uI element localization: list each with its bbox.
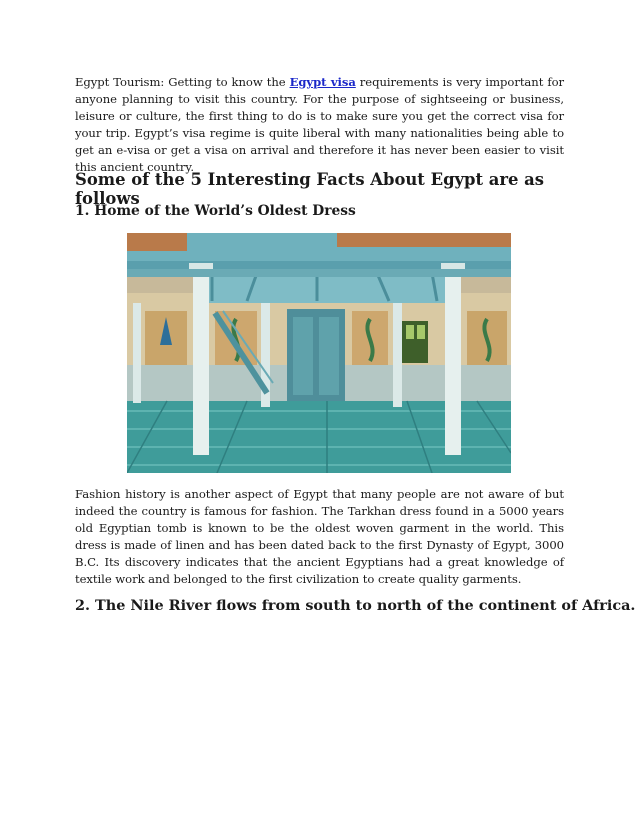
intro-paragraph [75,74,564,176]
intro-text-start: Egypt Tourism: Getting to know the [75,75,290,89]
fact1-heading: 1. Home of the World’s Oldest Dress [75,203,356,219]
main-heading: Some of the 5 Interesting Facts About Egypt are as follows [75,170,545,208]
mosque-interior-photo [127,233,511,473]
fact1-paragraph: Fashion history is another aspect of Egypt that many people are not aware of but indeed the country is famous for fashion. The Tarkhan dress found in a 5000 years old Egyptian tomb is known to be the oldest woven garment in the world. This dress is made of linen and has been dated back to the first Dynasty of Egypt, 3000 B.C. Its discovery indicates that the ancient Egyptians had a great knowledge of textile work and belonged to the first civilization to create quality garments. [75,487,564,586]
fact2-heading: 2. The Nile River flows from south to north of the continent of Africa. [75,597,636,614]
egypt-visa-link[interactable]: Egypt visa [289,75,356,89]
intro-text-rest: requirements is very important for anyone planning to visit this country. For the purpose of sightseeing or business, leisure or culture, the first thing to do is to make sure you get the correct visa for your trip. Egypt’s visa regime is quite liberal with many nationalities being able to get an e-visa or get a visa on arrival and therefore it has never been easier to visit this ancient country. [75,75,564,174]
